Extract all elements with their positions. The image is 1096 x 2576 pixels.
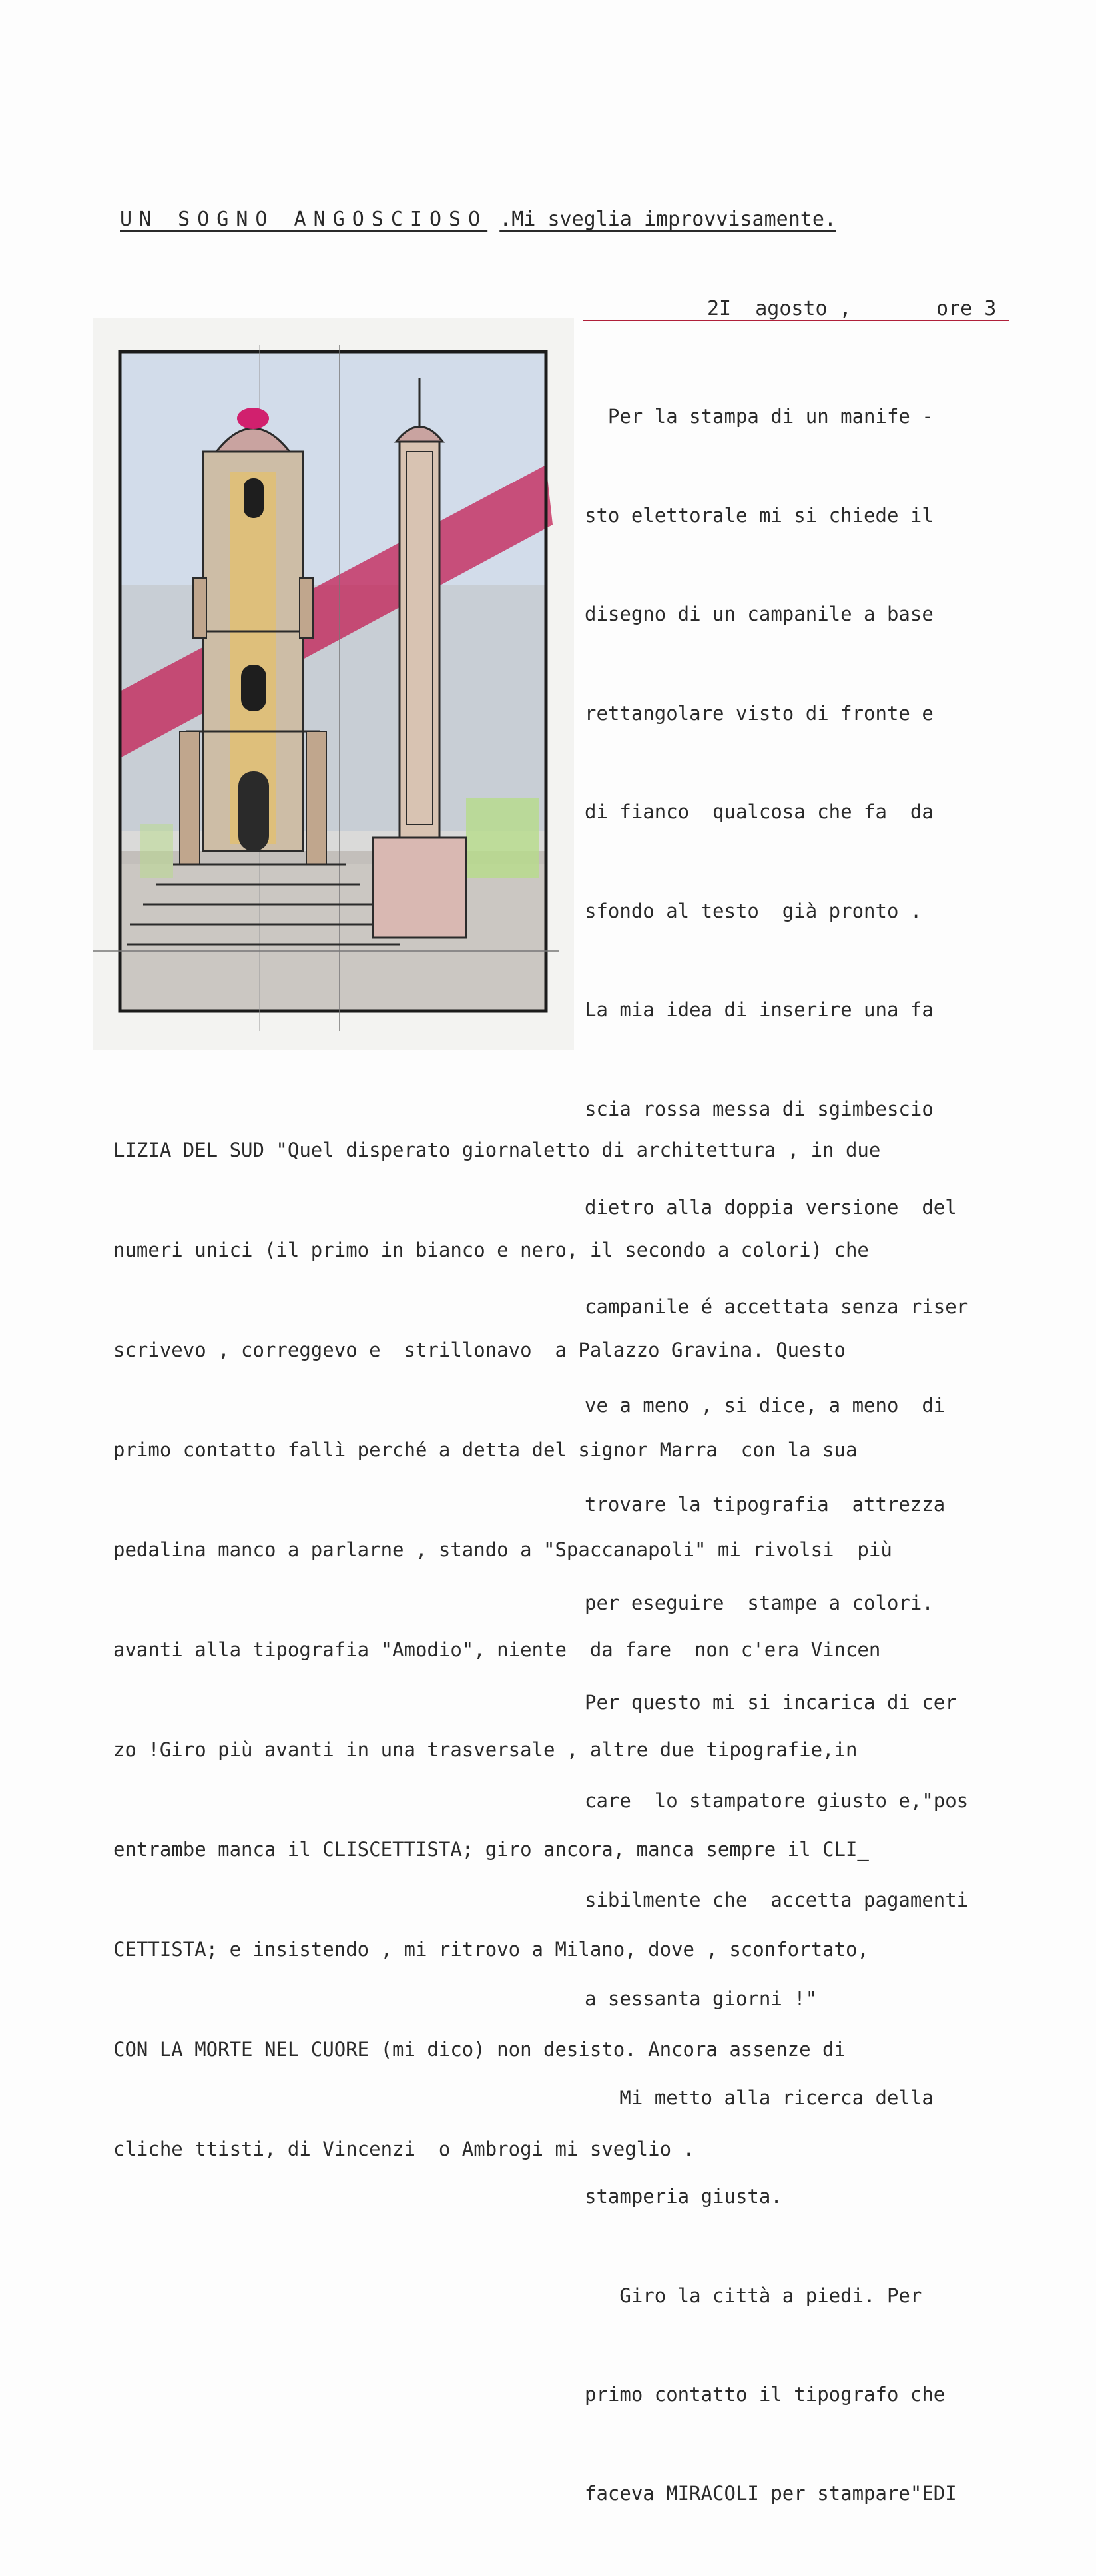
column-line: care lo stampatore giusto e,"pos: [585, 1789, 969, 1812]
column-line: dietro alla doppia versione del: [585, 1196, 957, 1219]
column-line: Per questo mi si incarica di cer: [585, 1690, 957, 1714]
column-line: scia rossa messa di sgimbescio: [585, 1097, 934, 1120]
time-text: ore 3: [936, 297, 997, 320]
dateline: [583, 297, 1009, 324]
column-line: primo contatto il tipografo che: [585, 2383, 946, 2406]
page-title: [120, 208, 1012, 231]
body-line: CETTISTA; e insistendo , mi ritrovo a Milano, dove , sconfortato,: [113, 1938, 869, 1961]
column-line: ve a meno , si dice, a meno di: [585, 1394, 946, 1417]
title-subtitle: .Mi sveglia improvvisamente.: [499, 208, 836, 231]
body-line: LIZIA DEL SUD "Quel disperato giornaletto di architettura , in due: [113, 1139, 881, 1161]
sketch-drawing: [93, 318, 574, 1050]
date-text: 2I agosto ,: [707, 297, 852, 320]
body-line: avanti alla tipografia "Amodio", niente da fare non c'era Vincen: [113, 1638, 881, 1661]
column-line: Mi metto alla ricerca della: [585, 2086, 934, 2109]
column-line: Giro la città a piedi. Per: [585, 2284, 922, 2307]
bell-tower-sketch: [93, 318, 574, 1050]
column-line: sto elettorale mi si chiede il: [585, 503, 934, 527]
column-line: rettangolare visto di fronte e: [585, 701, 934, 725]
column-line: a sessanta giorni !": [585, 1987, 818, 2010]
column-line: trovare la tipografia attrezza: [585, 1492, 946, 1516]
column-line: campanile é accettata senza riser: [585, 1295, 969, 1318]
body-line: primo contatto fallì perché a detta del signor Marra con la sua: [113, 1439, 858, 1461]
column-line: stamperia giusta.: [585, 2185, 782, 2208]
body-line: zo !Giro più avanti in una trasversale , altre due tipografie,in: [113, 1738, 858, 1761]
body-line: cliche ttisti, di Vincenzi o Ambrogi mi sveglio .: [113, 2138, 694, 2160]
column-line: disegno di un campanile a base: [585, 603, 934, 625]
body-line: scrivevo , correggevo e strillonavo a Palazzo Gravina. Questo: [113, 1339, 846, 1361]
column-line: Per la stampa di un manife -: [585, 405, 934, 428]
body-line: entrambe manca il CLISCETTISTA; giro ancora, manca sempre il CLI_: [113, 1838, 869, 1861]
column-line: di fianco qualcosa che fa da: [585, 801, 934, 823]
column-line: La mia idea di inserire una fa: [585, 998, 934, 1021]
column-line: per eseguire stampe a colori.: [585, 1592, 934, 1614]
body-line: numeri unici (il primo in bianco e nero, il secondo a colori) che: [113, 1239, 869, 1261]
body-text: [113, 1067, 1045, 2232]
column-line: sibilmente che accetta pagamenti: [585, 1888, 969, 1911]
column-line: faceva MIRACOLI per stampare"EDI: [585, 2481, 957, 2505]
title-spaced: UN SOGNO ANGOSCIOSO: [120, 208, 488, 231]
column-line: sfondo al testo già pronto .: [585, 899, 922, 922]
body-line: CON LA MORTE NEL CUORE (mi dico) non desisto. Ancora assenze di: [113, 2038, 846, 2061]
body-line: pedalina manco a parlarne , stando a "Spaccanapoli" mi rivolsi più: [113, 1538, 892, 1561]
